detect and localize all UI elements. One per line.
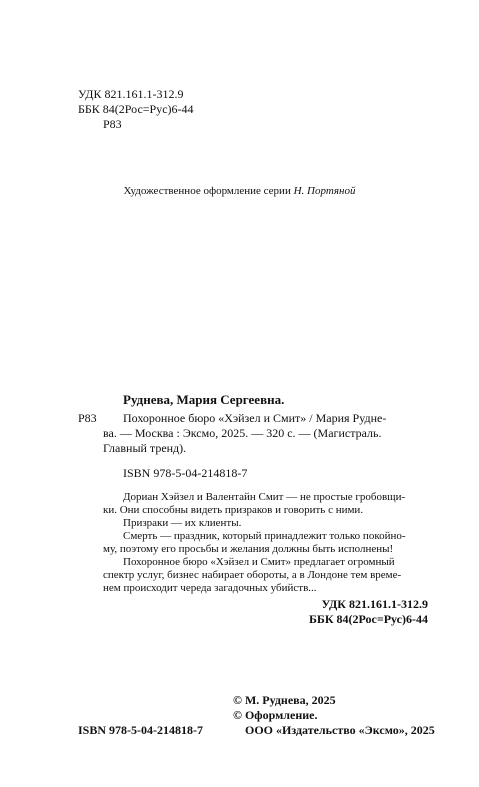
annotation-p4-line2: спектр услуг, бизнес набирает обороты, а в Лондоне тем време- [103,569,402,581]
copyright-publisher: ООО «Издательство «Эксмо», 2025 [245,723,435,737]
annotation-p2: Призраки — их клиенты. [123,517,242,529]
udk-code: УДК 821.161.1-312.9 [78,87,184,101]
record-author: Руднева, Мария Сергеевна. [123,392,285,407]
copyright-author: © М. Руднева, 2025 [233,693,336,707]
annotation-p1-line2: ки. Они способны видеть призраков и говорить с ними. [103,504,364,516]
author-mark: Р83 [103,117,122,131]
annotation-p1-line1: Дориан Хэйзел и Валентайн Смит — не простые гробовщи- [123,491,406,503]
art-credit-text: Художественное оформление серии [123,185,294,197]
record-isbn: ISBN 978-5-04-214818-7 [123,466,248,480]
record-line-2: ва. — Москва : Эксмо, 2025. — 320 с. — (Магистраль. [103,426,382,440]
udk-code-bottom: УДК 821.161.1-312.9 [321,597,428,611]
bbk-code: ББК 84(2Рос=Рус)6-44 [78,102,194,116]
record-line-3: Главный тренд). [103,441,187,455]
record-code: Р83 [78,411,97,425]
art-credit [0,184,479,199]
art-credit-artist: Н. Портяной [293,185,356,197]
annotation-p4-line3: нем происходит череда загадочных убийств... [103,582,317,594]
annotation-p4-line1: Похоронное бюро «Хэйзел и Смит» предлагает огромный [123,556,395,568]
record-line-1: Похоронное бюро «Хэйзел и Смит» / Мария Рудне- [123,411,387,425]
annotation-p3-line1: Смерть — праздник, который принадлежит только покойно- [123,530,406,542]
copyright-design: © Оформление. [233,708,318,722]
annotation-p3-line2: му, поэтому его просьбы и желания должны быть исполнены! [103,543,394,555]
isbn-bottom: ISBN 978-5-04-214818-7 [78,723,203,737]
bbk-code-bottom: ББК 84(2Рос=Рус)6-44 [308,612,428,626]
